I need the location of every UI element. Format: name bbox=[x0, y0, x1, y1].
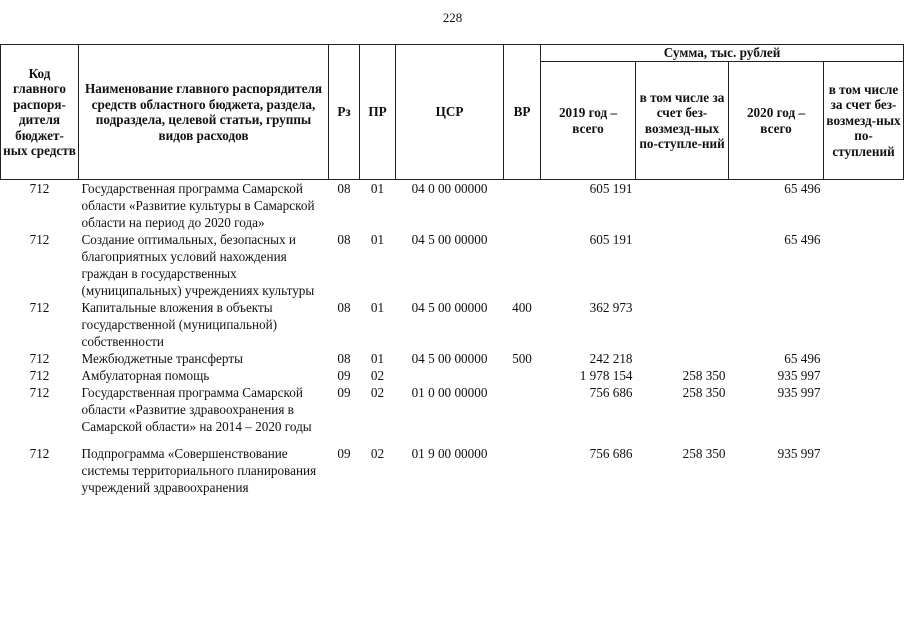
cell-rz: 08 bbox=[337, 351, 351, 366]
cell-2020-grants bbox=[824, 299, 904, 350]
cell-2019-total: 362 973 bbox=[589, 300, 633, 315]
cell-csr bbox=[396, 367, 504, 384]
header-pr: ПР bbox=[360, 45, 396, 180]
cell-name: Амбулаторная помощь bbox=[81, 368, 210, 383]
table-row bbox=[1, 384, 904, 435]
cell-2020-grants bbox=[824, 180, 904, 232]
header-rz: Рз bbox=[329, 45, 360, 180]
table-row bbox=[1, 350, 904, 367]
cell-vr bbox=[504, 367, 541, 384]
cell-name: Межбюджетные трансферты bbox=[81, 351, 243, 366]
cell-pr: 02 bbox=[370, 368, 385, 383]
cell-code: 712 bbox=[29, 232, 50, 247]
cell-vr bbox=[504, 180, 541, 232]
page-number: 228 bbox=[442, 10, 463, 25]
cell-2019-total: 605 191 bbox=[589, 181, 633, 196]
cell-pr: 01 bbox=[370, 300, 385, 315]
header-vr: ВР bbox=[504, 45, 541, 180]
cell-2019-grants bbox=[636, 180, 729, 232]
header-2020-total: 2020 год – всего bbox=[729, 62, 824, 180]
cell-name: Подпрограмма «Совершенствование системы территориального планирования учреждений здравоохранения bbox=[81, 446, 317, 495]
table-body bbox=[1, 180, 904, 497]
header-code: Код главного распоря-дителя бюджет-ных средств bbox=[1, 45, 79, 180]
cell-rz: 09 bbox=[337, 385, 351, 400]
cell-2019-total: 242 218 bbox=[589, 351, 633, 366]
header-sum-group: Сумма, тыс. рублей bbox=[541, 45, 904, 62]
table-header bbox=[1, 45, 904, 180]
cell-2020-total: 65 496 bbox=[784, 232, 821, 247]
cell-pr: 01 bbox=[370, 232, 385, 247]
cell-name: Государственная программа Самарской области «Развитие культуры в Самарской области на период до 2020 года» bbox=[81, 181, 315, 230]
cell-name: Капитальные вложения в объекты государственной (муниципальной) собственности bbox=[81, 300, 278, 349]
cell-2019-grants: 258 350 bbox=[682, 446, 726, 461]
header-2019-total: 2019 год – всего bbox=[541, 62, 636, 180]
cell-2020-grants bbox=[824, 367, 904, 384]
cell-2020-total: 65 496 bbox=[784, 351, 821, 366]
cell-code: 712 bbox=[29, 446, 50, 461]
cell-2020-grants bbox=[824, 445, 904, 496]
cell-2020-total: 935 997 bbox=[777, 446, 821, 461]
table-row bbox=[1, 445, 904, 496]
header-2019-grants: в том числе за счет без-возмезд-ных по-ступле-ний bbox=[636, 62, 729, 180]
cell-code: 712 bbox=[29, 385, 50, 400]
cell-pr: 02 bbox=[370, 446, 385, 461]
cell-rz: 09 bbox=[337, 368, 351, 383]
cell-2019-grants: 258 350 bbox=[682, 368, 726, 383]
table-row bbox=[1, 180, 904, 232]
cell-2020-total bbox=[729, 299, 824, 350]
table-row bbox=[1, 231, 904, 299]
cell-csr: 04 5 00 00000 bbox=[411, 351, 488, 366]
budget-table bbox=[0, 44, 904, 496]
cell-2020-grants bbox=[824, 350, 904, 367]
cell-vr bbox=[504, 445, 541, 496]
cell-code: 712 bbox=[29, 300, 50, 315]
header-name: Наименование главного распорядителя средств областного бюджета, раздела, подраздела, целевой статьи, группы видов расходов bbox=[79, 45, 329, 180]
cell-csr: 01 0 00 00000 bbox=[411, 385, 488, 400]
cell-2020-grants bbox=[824, 231, 904, 299]
cell-csr: 01 9 00 00000 bbox=[411, 446, 488, 461]
cell-2020-grants bbox=[824, 384, 904, 435]
cell-csr: 04 0 00 00000 bbox=[411, 181, 488, 196]
cell-pr: 01 bbox=[370, 181, 385, 196]
cell-2020-total: 65 496 bbox=[784, 181, 821, 196]
cell-2019-total: 756 686 bbox=[589, 446, 633, 461]
cell-vr: 500 bbox=[512, 351, 532, 366]
table-row bbox=[1, 299, 904, 350]
cell-name: Создание оптимальных, безопасных и благоприятных условий нахождения граждан в государственных (муниципальных) учреждениях культуры bbox=[81, 232, 315, 298]
cell-code: 712 bbox=[29, 368, 50, 383]
cell-2020-total: 935 997 bbox=[777, 385, 821, 400]
cell-rz: 08 bbox=[337, 232, 351, 247]
header-csr: ЦСР bbox=[396, 45, 504, 180]
cell-rz: 08 bbox=[337, 181, 351, 196]
cell-name: Государственная программа Самарской области «Развитие здравоохранения в Самарской области» на 2014 – 2020 годы bbox=[81, 385, 312, 434]
cell-code: 712 bbox=[29, 181, 50, 196]
cell-2019-grants bbox=[636, 299, 729, 350]
cell-rz: 08 bbox=[337, 300, 351, 315]
row-spacer bbox=[1, 435, 904, 445]
cell-2019-total: 605 191 bbox=[589, 232, 633, 247]
header-2020-grants: в том числе за счет без-возмезд-ных по-ступлений bbox=[824, 62, 904, 180]
cell-vr bbox=[504, 231, 541, 299]
cell-pr: 02 bbox=[370, 385, 385, 400]
cell-vr: 400 bbox=[512, 300, 532, 315]
cell-pr: 01 bbox=[370, 351, 385, 366]
cell-2019-grants: 258 350 bbox=[682, 385, 726, 400]
cell-2019-grants bbox=[636, 231, 729, 299]
cell-2020-total: 935 997 bbox=[777, 368, 821, 383]
cell-2019-total: 1 978 154 bbox=[579, 368, 633, 383]
cell-vr bbox=[504, 384, 541, 435]
table-row bbox=[1, 367, 904, 384]
cell-code: 712 bbox=[29, 351, 50, 366]
cell-2019-grants bbox=[636, 350, 729, 367]
cell-rz: 09 bbox=[337, 446, 351, 461]
cell-csr: 04 5 00 00000 bbox=[411, 300, 488, 315]
cell-csr: 04 5 00 00000 bbox=[411, 232, 488, 247]
cell-2019-total: 756 686 bbox=[589, 385, 633, 400]
